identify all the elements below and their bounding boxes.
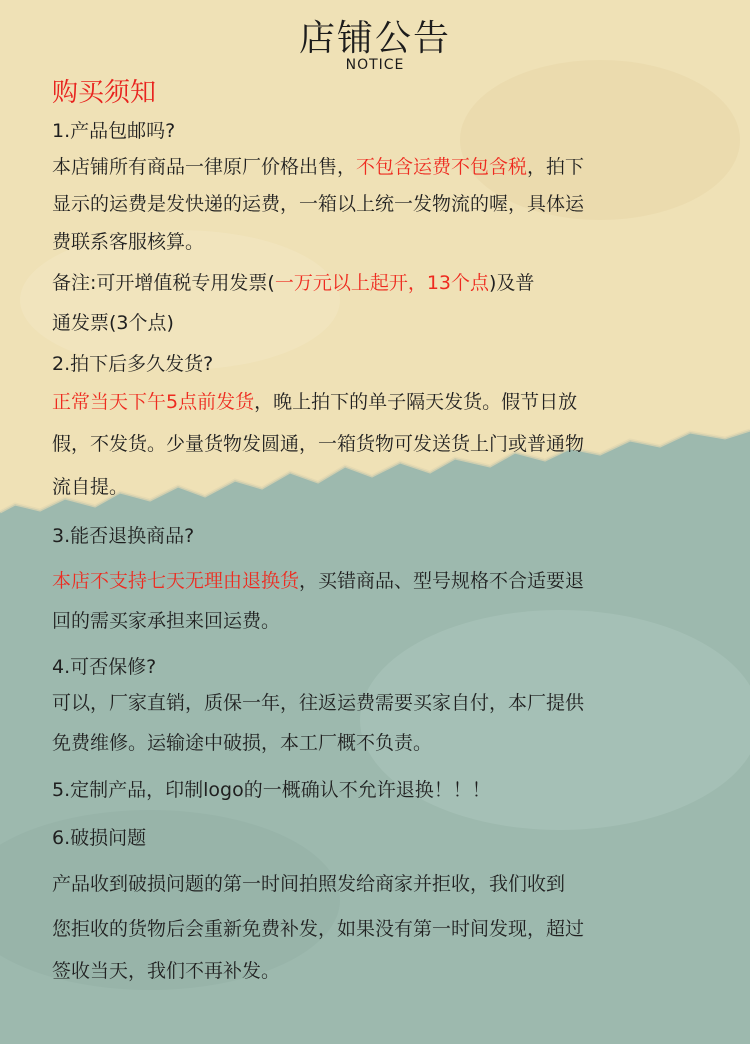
answer-3-line-1 bbox=[52, 566, 584, 593]
answer-6-line-1: 产品收到破损问题的第一时间拍照发给商家并拒收，我们收到 bbox=[52, 873, 566, 895]
answer-2-line-2: 假，不发货。少量货物发圆通，一箱货物可发送货上门或普通物 bbox=[52, 433, 585, 455]
page-title: 店铺公告 bbox=[298, 18, 451, 59]
item-5: 5.定制产品，印制logo的一概确认不允许退换！！！ bbox=[52, 779, 491, 801]
answer-4-line-1: 可以，厂家直销，质保一年，往返运费需要买家自付，本厂提供 bbox=[52, 692, 585, 714]
answer-3-line-2: 回的需买家承担来回运费。 bbox=[52, 610, 281, 632]
question-6: 6.破损问题 bbox=[52, 827, 147, 849]
highlight-text: 本店不支持七天无理由退换货 bbox=[52, 570, 300, 592]
answer-4-line-2: 免费维修。运输途中破损，本工厂概不负责。 bbox=[52, 732, 433, 754]
answer-text: 本店铺所有商品一律原厂价格出售， bbox=[52, 156, 357, 178]
note-line-2: 通发票(3个点) bbox=[52, 312, 174, 334]
question-2: 2.拍下后多久发货? bbox=[52, 353, 214, 375]
answer-text: ，晚上拍下的单子隔天发货。假节日放 bbox=[254, 391, 578, 413]
section-heading: 购买须知 bbox=[52, 78, 157, 108]
answer-1-line-1 bbox=[52, 152, 584, 179]
highlight-text: 一万元以上起开，13个点 bbox=[274, 272, 490, 294]
answer-2-line-3: 流自提。 bbox=[52, 476, 129, 498]
note-text: 备注:可开增值税专用发票( bbox=[52, 272, 275, 294]
note-text: )及普 bbox=[489, 272, 535, 294]
page-subtitle: NOTICE bbox=[345, 57, 405, 73]
answer-text: ，买错商品、型号规格不合适要退 bbox=[299, 570, 585, 592]
answer-6-line-3: 签收当天，我们不再补发。 bbox=[52, 960, 281, 982]
answer-1-line-2: 显示的运费是发快递的运费，一箱以上统一发物流的喔，具体运 bbox=[52, 193, 585, 215]
highlight-text: 不包含运费不包含税 bbox=[356, 156, 528, 178]
highlight-text: 正常当天下午5点前发货 bbox=[52, 391, 255, 413]
question-3: 3.能否退换商品? bbox=[52, 525, 195, 547]
answer-text: ，拍下 bbox=[527, 156, 585, 178]
question-1: 1.产品包邮吗? bbox=[52, 120, 176, 142]
answer-1-line-3: 费联系客服核算。 bbox=[52, 231, 205, 253]
note-line-1 bbox=[52, 268, 534, 295]
answer-2-line-1 bbox=[52, 387, 577, 414]
question-4: 4.可否保修? bbox=[52, 656, 157, 678]
answer-6-line-2: 您拒收的货物后会重新免费补发，如果没有第一时间发现，超过 bbox=[52, 918, 585, 940]
